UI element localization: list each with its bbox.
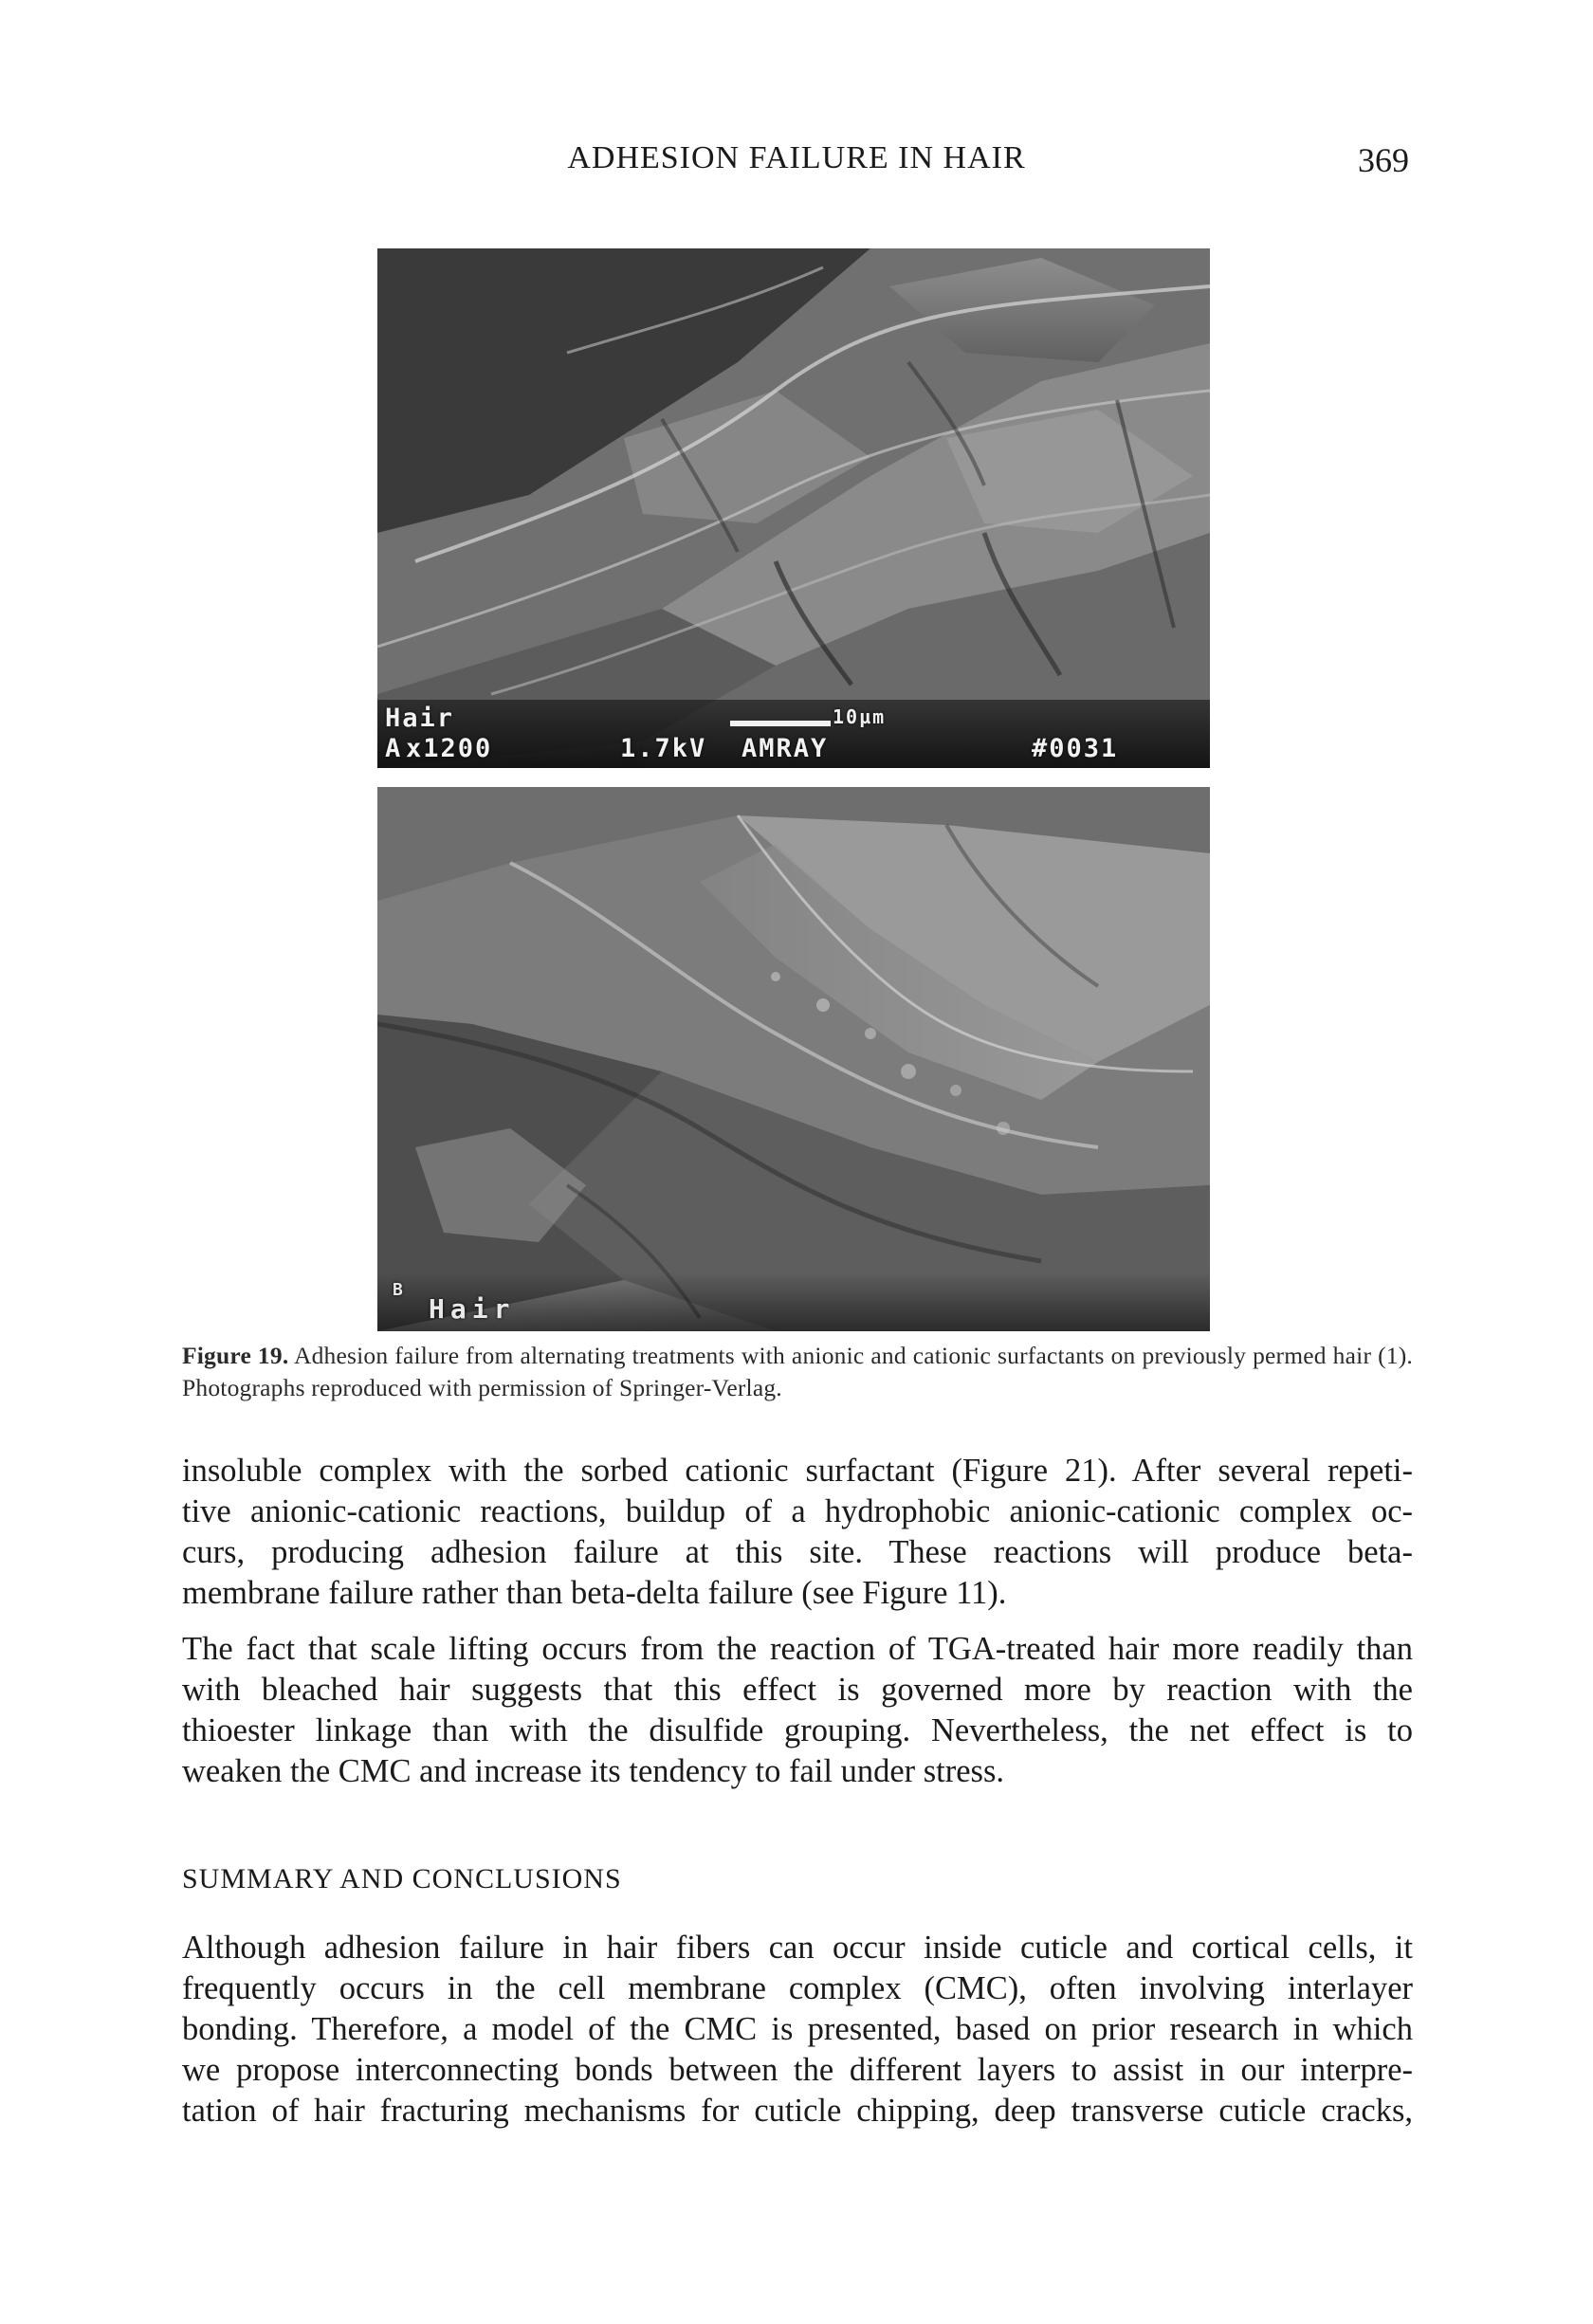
figure-caption (182, 1340, 1413, 1404)
paragraph-3-line-4: we propose interconnecting bonds between the different layers to assist in our interpre- (182, 2052, 1413, 2088)
sem-image-number: #0031 (1032, 734, 1119, 763)
figure-19-panel-a (377, 248, 1210, 768)
sem-scale-bar (730, 721, 831, 726)
running-title: ADHESION FAILURE IN HAIR (567, 140, 1026, 175)
figure-19-panel-b (377, 787, 1210, 1331)
sem-panel-letter: A (385, 734, 403, 763)
paragraph-3-line-1: Although adhesion failure in hair fibers can occur inside cuticle and cortical cells, it (182, 1930, 1413, 1966)
sem-magnification: x1200 (406, 734, 493, 763)
sem-voltage: 1.7kV (620, 734, 707, 763)
sem-micrograph-cuticle-scales (377, 248, 1210, 768)
paragraph-2-line-3: thioester linkage than with the disulfide grouping. Nevertheless, the net effect is to (182, 1712, 1413, 1748)
section-heading: SUMMARY AND CONCLUSIONS (182, 1863, 622, 1894)
panel-b-sample-label: Hair (429, 1293, 516, 1325)
sem-scale-label: 10µm (833, 705, 887, 728)
paragraph-1-line-1: insoluble complex with the sorbed cationic surfactant (Figure 21). After several repeti- (182, 1453, 1413, 1489)
sem-instrument: AMRAY (742, 734, 829, 763)
paragraph-1-line-3: curs, producing adhesion failure at this site. These reactions will produce beta- (182, 1534, 1413, 1570)
paragraph-3-line-5: tation of hair fracturing mechanisms for cuticle chipping, deep transverse cuticle cracks, (182, 2093, 1413, 2129)
running-header (0, 135, 1593, 182)
panel-b-letter: B (393, 1280, 403, 1300)
paragraph-1-line-2: tive anionic-cationic reactions, buildup of a hydrophobic anionic-cationic complex oc- (182, 1493, 1413, 1529)
figure-label: Figure 19. (182, 1342, 289, 1369)
paragraph-2-line-2: with bleached hair suggests that this effect is governed more by reaction with the (182, 1672, 1413, 1708)
caption-text: Adhesion failure from alternating treatments with anionic and cationic surfactants on previously permed hair (1). Photographs reproduced with permission of Springer-Verlag. (182, 1342, 1413, 1401)
paragraph-2-line-1: The fact that scale lifting occurs from the reaction of TGA-treated hair more readily than (182, 1631, 1413, 1667)
sem-sample-label: Hair (385, 704, 455, 733)
paragraph-1-line-4: membrane failure rather than beta-delta failure (see Figure 11). (182, 1575, 1007, 1611)
page-number: 369 (1358, 141, 1409, 179)
paragraph-3-line-3: bonding. Therefore, a model of the CMC is presented, based on prior research in which (182, 2011, 1413, 2047)
panel-b-label-bar (377, 1272, 1210, 1331)
paragraph-2-line-4: weaken the CMC and increase its tendency to fail under stress. (182, 1753, 1005, 1789)
paragraph-3-line-2: frequently occurs in the cell membrane complex (CMC), often involving interlayer (182, 1970, 1413, 2006)
sem-micrograph-lifted-cuticle (377, 787, 1210, 1331)
sem-data-bar (377, 700, 1210, 768)
